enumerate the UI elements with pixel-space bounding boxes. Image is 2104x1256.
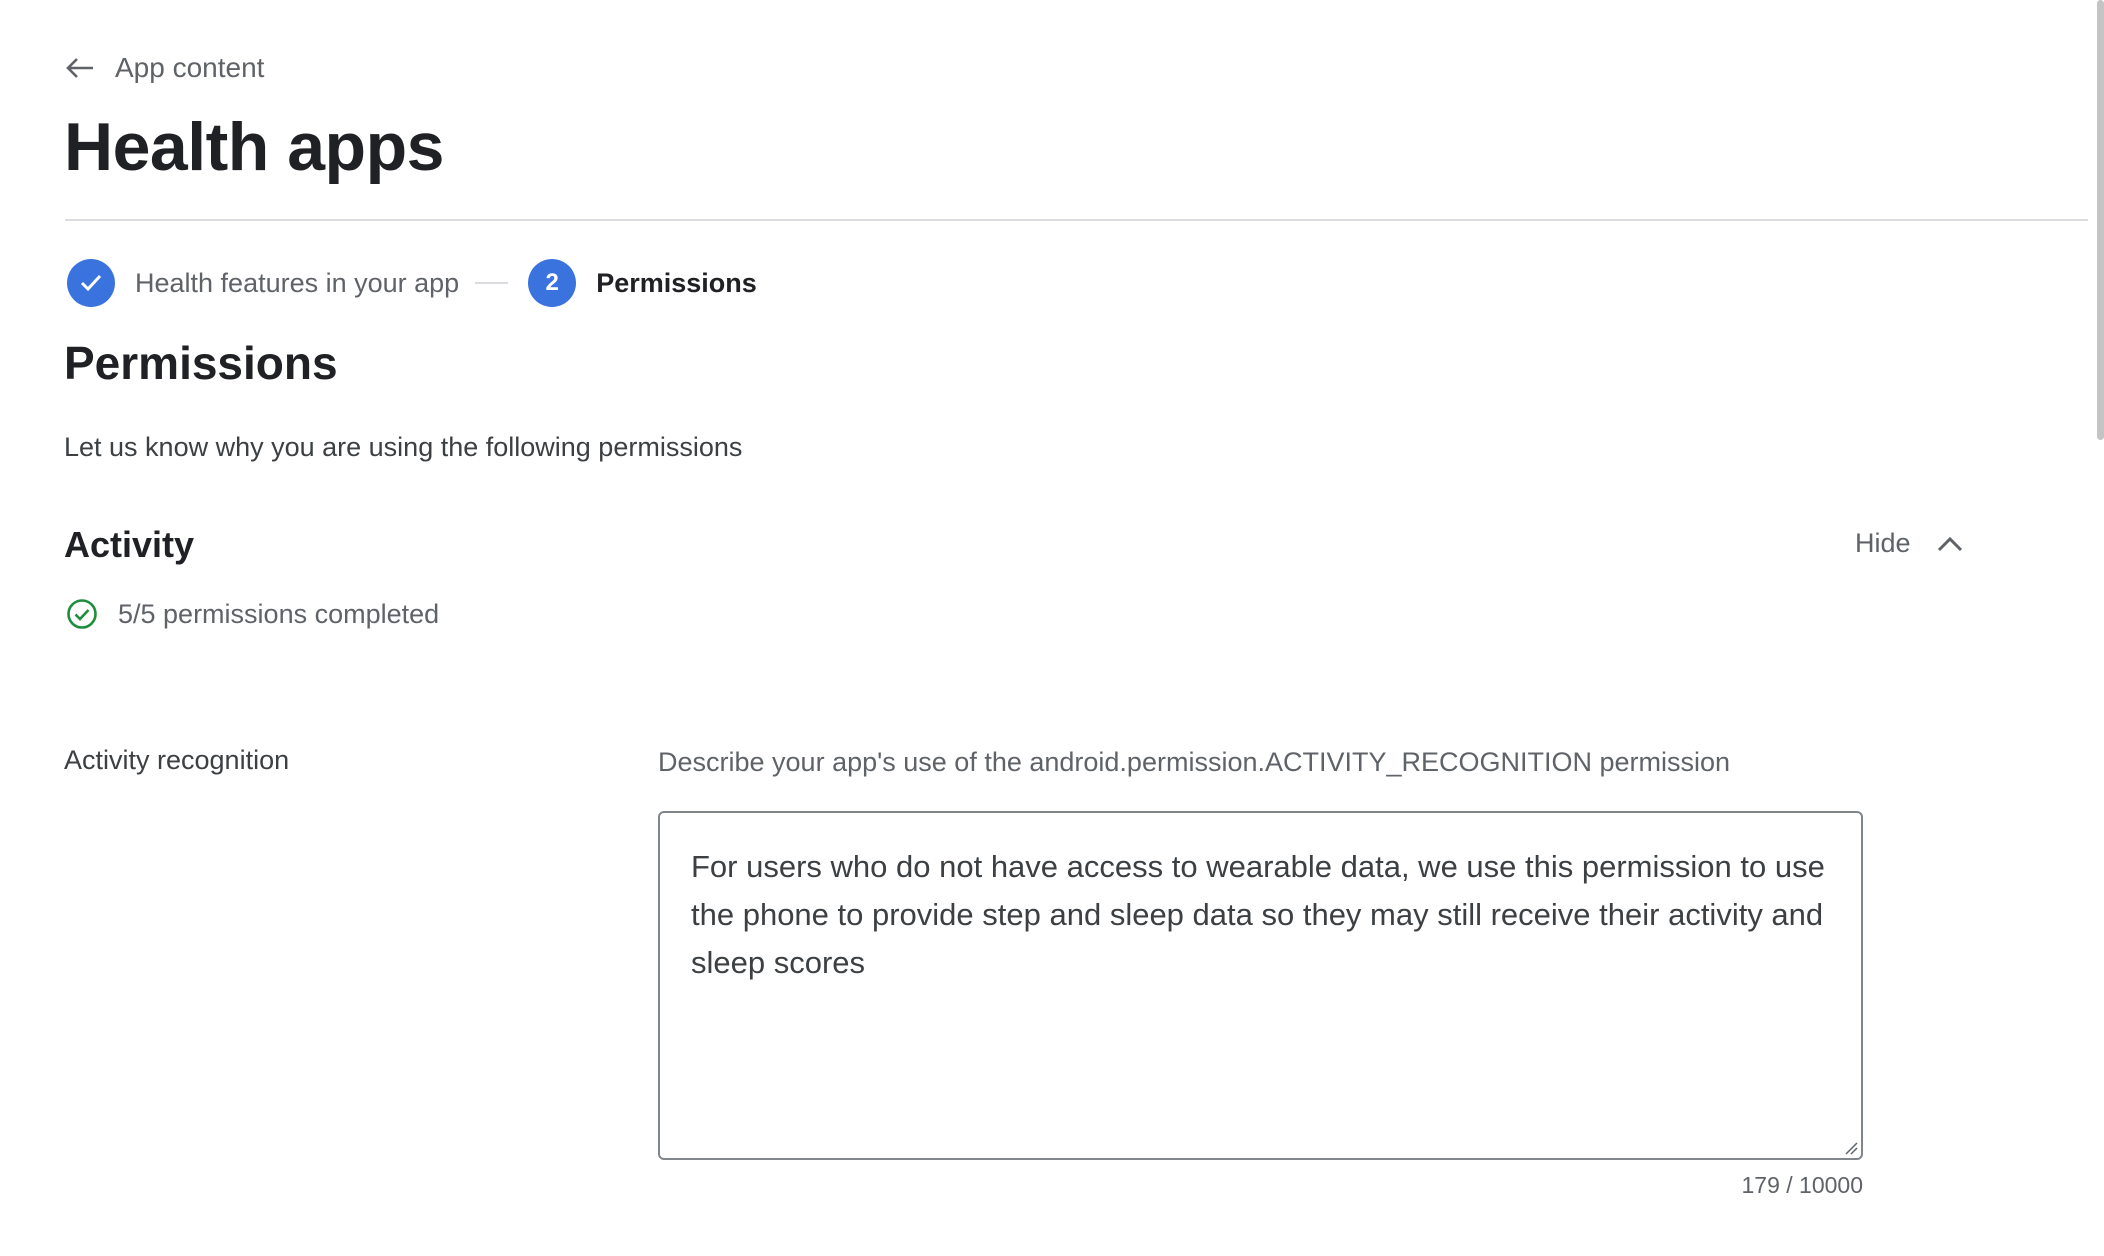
step-permissions[interactable]	[528, 259, 757, 307]
character-counter: 179 / 10000	[1741, 1172, 1863, 1198]
step-number: 2	[528, 259, 576, 307]
header-divider	[65, 219, 2088, 221]
permission-description: Describe your app's use of the android.permission.ACTIVITY_RECOGNITION permission	[658, 747, 1731, 777]
step-connector	[475, 282, 508, 284]
back-link-label: App content	[115, 52, 265, 83]
status-text: 5/5 permissions completed	[118, 598, 440, 629]
page-title: Health apps	[64, 109, 444, 185]
permission-description-textarea[interactable]	[658, 811, 1863, 1160]
page-scrollbar[interactable]	[2097, 0, 2104, 440]
back-link-app-content[interactable]	[65, 52, 264, 84]
textarea-value[interactable]: For users who do not have access to wearable data, we use this permission to use the phone to provide step and sleep data so they may still receive their activity and sleep scores	[691, 849, 1825, 980]
step-label: Health features in your app	[135, 267, 460, 298]
group-title: Activity	[64, 524, 195, 565]
arrow-back-icon	[65, 56, 95, 80]
step-completed-check-icon	[67, 259, 115, 307]
hide-label: Hide	[1855, 528, 1911, 558]
section-title: Permissions	[64, 337, 338, 389]
permission-label: Activity recognition	[64, 745, 290, 775]
section-intro: Let us know why you are using the following permissions	[64, 432, 743, 462]
group-status	[66, 598, 439, 630]
resize-handle-icon[interactable]	[1844, 1141, 1858, 1155]
step-health-features[interactable]	[67, 259, 459, 307]
check-circle-icon	[66, 598, 98, 630]
chevron-up-icon	[1937, 536, 1963, 552]
hide-toggle-button[interactable]	[1855, 528, 1963, 559]
step-label: Permissions	[596, 267, 757, 298]
stepper	[67, 259, 757, 307]
